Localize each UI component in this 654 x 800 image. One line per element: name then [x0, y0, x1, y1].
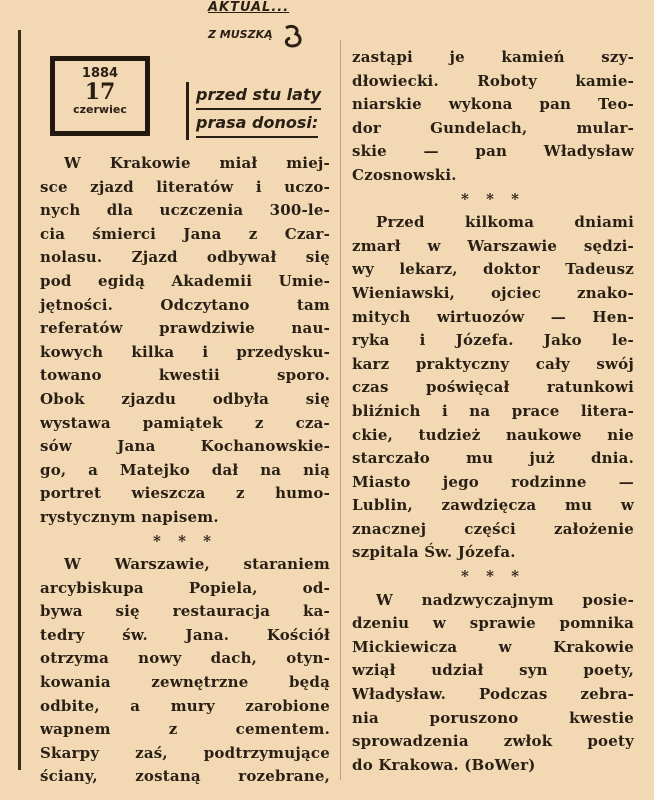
article-krakow-zjazd [40, 152, 330, 530]
text-line: W Krakowie miał miej- [64, 154, 330, 172]
text-line: W nadzwyczajnym posie- [376, 590, 634, 609]
text-line: Obok zjazdu odbyła się [40, 389, 330, 408]
section-separator-stars: * * * [153, 531, 217, 550]
article-wieniawski [352, 211, 634, 565]
text-line: kowania zewnętrzne będą [40, 673, 330, 692]
text-line: dzeniu w sprawie pomnika [352, 614, 634, 633]
text-line: dor Gundelach, mular- [352, 118, 634, 137]
date-month: czerwiec [73, 103, 127, 116]
article-pomnik-mickiewicza [352, 589, 634, 778]
text-line: rystycznym napisem. [40, 507, 219, 526]
text-line: Miasto jego rodzinne — [352, 472, 634, 491]
text-line: do Krakowa. (BoWer) [352, 755, 536, 774]
text-line: portret wieszcza z humo- [40, 484, 330, 503]
masthead-aktualnosci: AKTUAL... [208, 0, 290, 15]
text-line: ckie, tudzież naukowe nie [352, 425, 634, 444]
text-line: nolasu. Zjazd odbywał się [40, 248, 330, 267]
text-line: szpitala Św. Józefa. [352, 543, 516, 562]
text-line: go, a Matejko dał na nią [40, 460, 330, 479]
text-line: jętności. Odczytano tam [40, 295, 330, 314]
text-line: wystawa pamiątek z cza- [40, 413, 330, 432]
text-line: Mickiewicza w Krakowie [352, 637, 634, 656]
text-line: czas poświęcał ratunkowi [352, 378, 634, 397]
article-warszawa-katedra [40, 553, 330, 789]
text-line: wziął udział syn poety, [352, 661, 634, 680]
text-line: W Warszawie, staraniem [64, 555, 330, 574]
left-column [40, 152, 330, 789]
text-line: zmarł w Warszawie sędzi- [352, 236, 634, 255]
right-column [352, 46, 634, 777]
text-line: karz praktyczny cały swój [352, 354, 634, 373]
date-day: 17 [84, 79, 116, 105]
text-line: zastąpi je kamień szy- [352, 48, 634, 66]
masthead-z-muszka: Z MUSZKĄ [208, 28, 273, 41]
text-line: Skarpy zaś, podtrzymujące [40, 743, 330, 762]
text-line: arcybiskupa Popiela, od- [40, 578, 330, 597]
column-title-line2: prasa donosi: [196, 110, 318, 138]
text-line: Czosnowski. [352, 165, 457, 184]
text-line: odbite, a mury zarobione [40, 696, 330, 715]
text-line: skie — pan Władysław [352, 142, 634, 161]
text-line: starczało mu już dnia. [352, 449, 634, 468]
text-line: sce zjazd literatów i uczo- [40, 177, 330, 196]
column-title-line1: przed stu laty [196, 82, 321, 110]
date-year: 1884 [81, 66, 119, 81]
text-line: mitych wirtuozów — Hen- [352, 307, 634, 326]
mouse-icon [282, 24, 304, 50]
text-line: bywa się restauracja ka- [40, 602, 330, 621]
text-line: dłowiecki. Roboty kamie- [352, 71, 634, 90]
date-box [50, 56, 150, 136]
text-line: pod egidą Akademii Umie- [40, 271, 330, 290]
text-line: bliźnich i na prace litera- [352, 401, 634, 420]
text-line: Władysław. Podczas zebra- [352, 685, 634, 704]
text-line: referatów prawdziwie nau- [40, 319, 330, 338]
text-line: Wieniawski, ojciec znako- [352, 283, 634, 302]
article-katedra-continued [352, 46, 634, 188]
masthead-logo [190, 0, 330, 70]
text-line: tedry św. Jana. Kościół [40, 625, 330, 644]
text-line: towano kwestii sporo. [40, 366, 330, 385]
text-line: sprowadzenia zwłok poety [352, 732, 634, 751]
text-line: nia poruszono kwestie [352, 708, 634, 727]
title-rule [186, 82, 189, 140]
text-line: cia śmierci Jana z Czar- [40, 224, 330, 243]
text-line: ściany, zostaną rozebrane, [40, 767, 330, 786]
text-line: Przed kilkoma dniami [376, 213, 634, 232]
left-border-rule [18, 30, 21, 770]
section-separator-stars: * * * [461, 189, 525, 208]
text-line: kowych kilka i przedysku- [40, 342, 330, 361]
text-line: niarskie wykona pan Teo- [352, 95, 634, 114]
text-line: otrzyma nowy dach, otyn- [40, 649, 330, 668]
section-separator-stars: * * * [461, 567, 525, 586]
text-line: znacznej części założenie [352, 519, 634, 538]
text-line: wy lekarz, doktor Tadeusz [352, 260, 634, 279]
text-line: ryka i Józefa. Jako le- [352, 331, 634, 350]
text-line: sów Jana Kochanowskie- [40, 437, 330, 456]
text-line: wapnem z cementem. [40, 720, 330, 739]
text-line: Lublin, zawdzięcza mu w [352, 496, 634, 515]
column-separator [340, 40, 341, 780]
text-line: nych dla uczczenia 300-le- [40, 201, 330, 220]
